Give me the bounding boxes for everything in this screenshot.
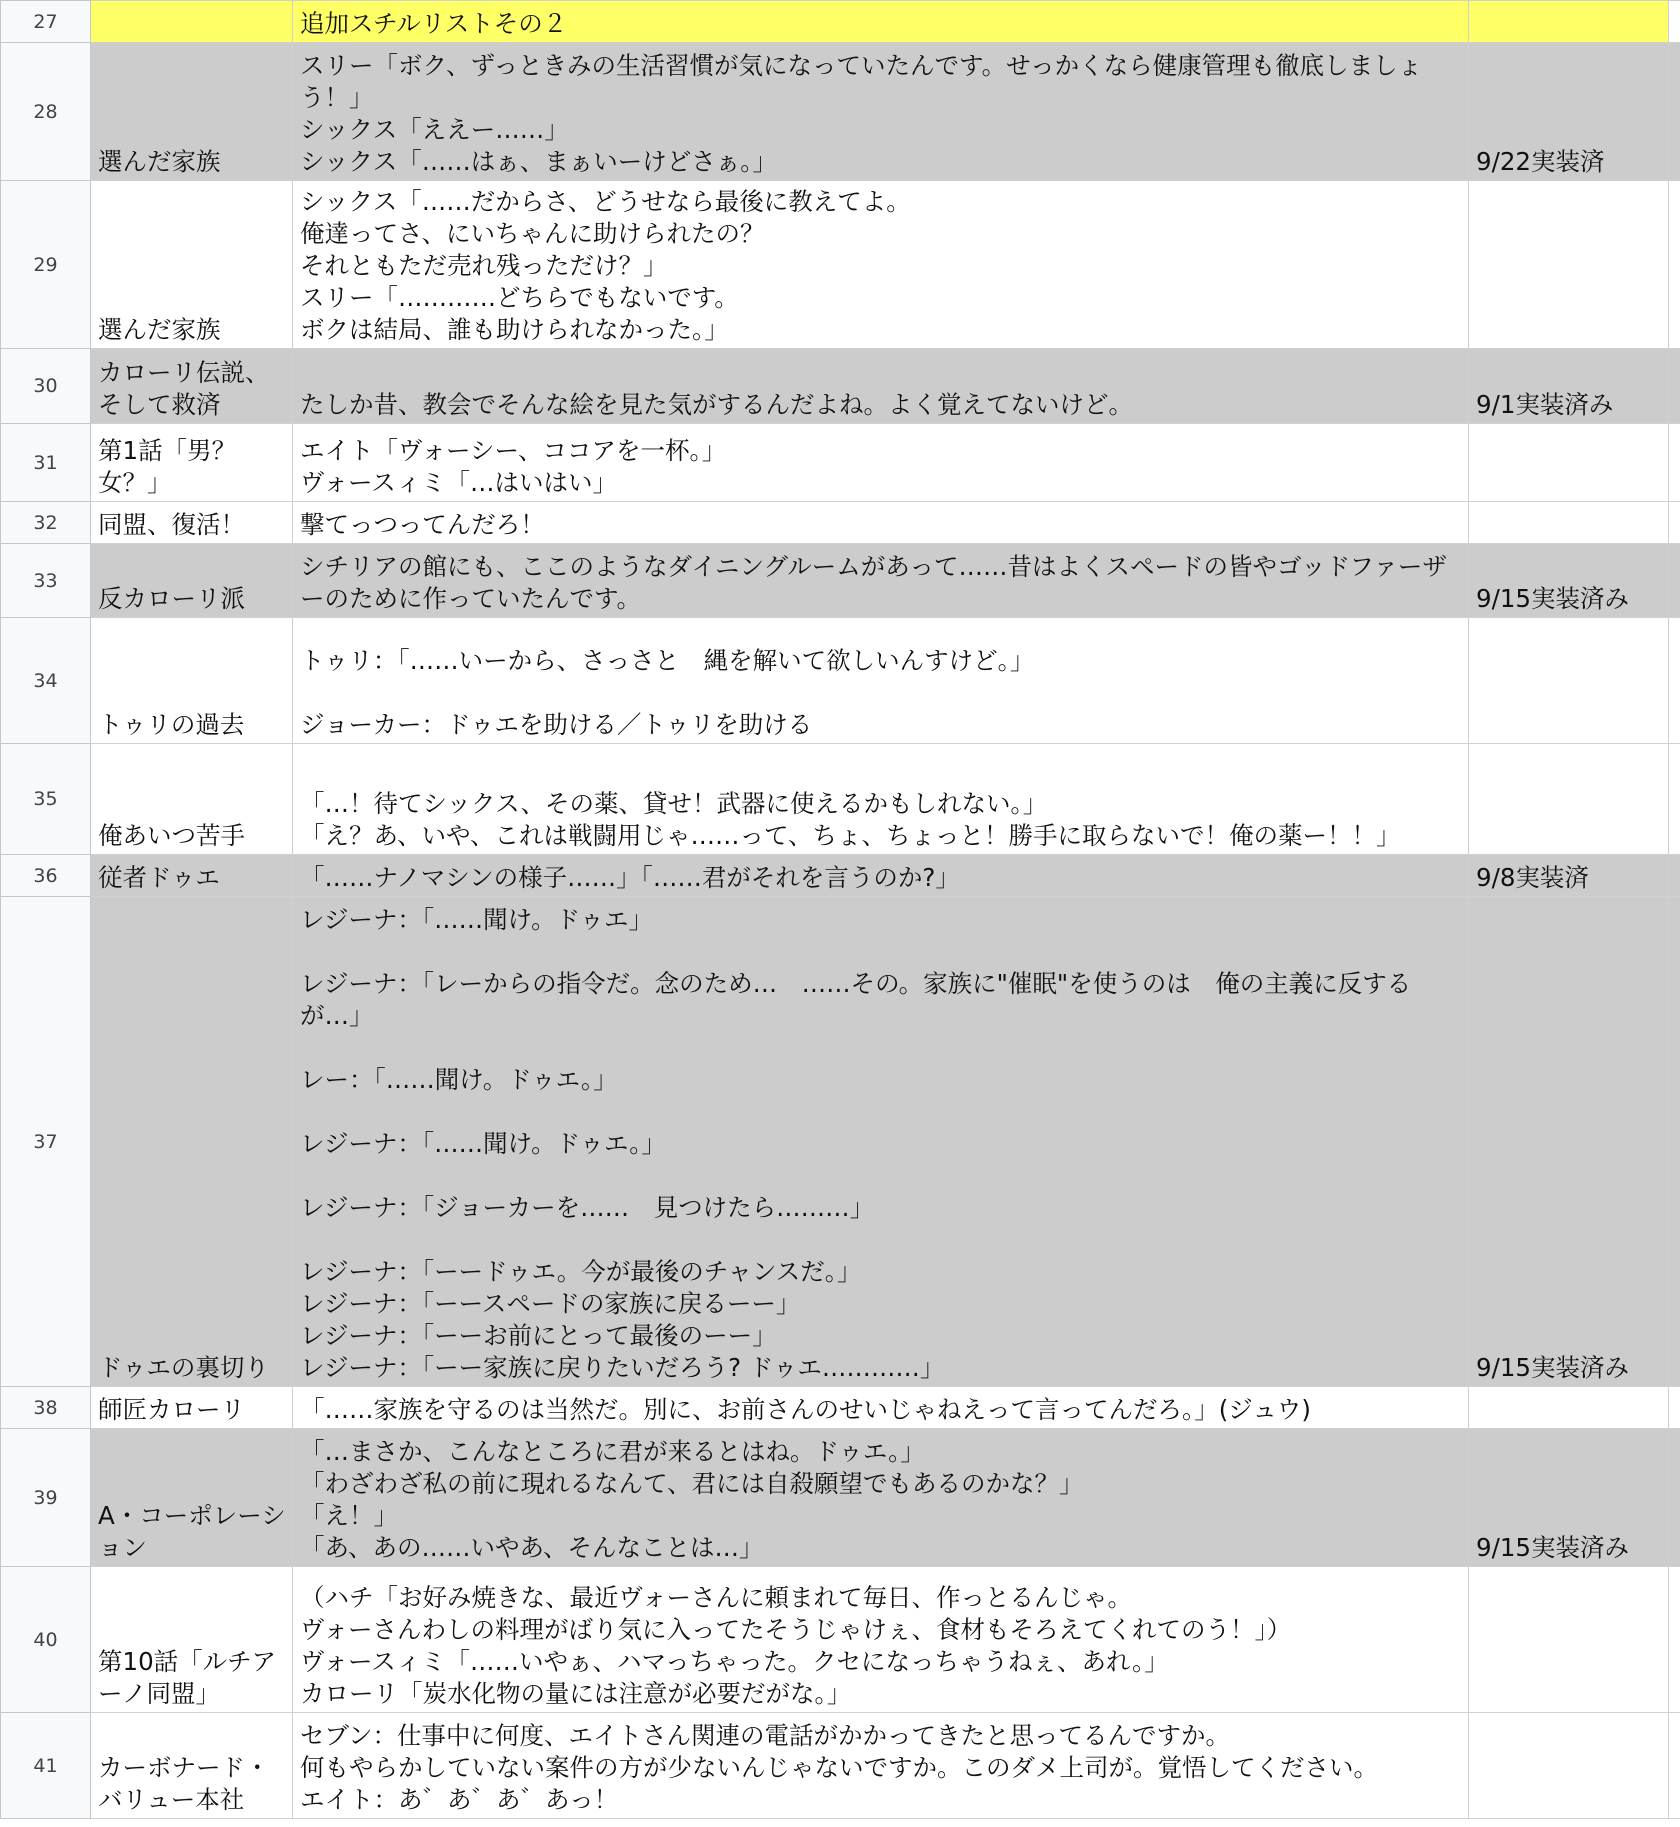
quote-cell[interactable]: 追加スチルリストその２ <box>293 1 1469 43</box>
status-cell[interactable]: 9/15実装済み <box>1469 897 1669 1387</box>
table-row <box>1 181 1680 349</box>
row-number[interactable]: 36 <box>1 855 91 897</box>
row-number[interactable]: 40 <box>1 1567 91 1713</box>
edge-cell[interactable] <box>1669 744 1680 855</box>
table-row <box>1 424 1680 502</box>
edge-cell[interactable] <box>1669 424 1680 502</box>
table-row <box>1 544 1680 618</box>
edge-cell[interactable] <box>1669 1429 1680 1567</box>
title-cell[interactable]: 第1話「男？女？」 <box>91 424 293 502</box>
quote-cell[interactable]: スリー「ボク、ずっときみの生活習慣が気になっていたんです。せっかくなら健康管理も徹底しましょう！」 シックス「ええー……」 シックス「……はぁ、まぁいーけどさぁ。」 <box>293 43 1469 181</box>
table-row <box>1 897 1680 1387</box>
title-cell[interactable] <box>91 1 293 43</box>
status-cell[interactable]: 9/15実装済み <box>1469 544 1669 618</box>
title-cell[interactable]: 選んだ家族 <box>91 181 293 349</box>
quote-cell[interactable]: シチリアの館にも、ここのようなダイニングルームがあって……昔はよくスペードの皆やゴッドファーザーのために作っていたんです。 <box>293 544 1469 618</box>
status-cell[interactable]: 9/8実装済 <box>1469 855 1669 897</box>
edge-cell[interactable] <box>1669 544 1680 618</box>
table-row <box>1 1 1680 43</box>
title-cell[interactable]: 選んだ家族 <box>91 43 293 181</box>
table-row <box>1 1429 1680 1567</box>
status-cell[interactable]: 9/1実装済み <box>1469 349 1669 424</box>
row-number[interactable]: 32 <box>1 502 91 544</box>
table-row <box>1 1713 1680 1819</box>
row-number[interactable]: 28 <box>1 43 91 181</box>
row-number[interactable]: 33 <box>1 544 91 618</box>
status-cell[interactable]: 9/22実装済 <box>1469 43 1669 181</box>
edge-cell[interactable] <box>1669 1567 1680 1713</box>
quote-cell[interactable]: トゥリ：「……いーから、さっさと 縄を解いて欲しいんすけど。」 ジョーカー：ドゥエを助ける／トゥリを助ける <box>293 618 1469 744</box>
table-row <box>1 1567 1680 1713</box>
grid-body <box>1 1 1680 1819</box>
quote-cell[interactable]: 撃てっつってんだろ！ <box>293 502 1469 544</box>
edge-cell[interactable] <box>1669 1387 1680 1429</box>
title-cell[interactable]: ドゥエの裏切り <box>91 897 293 1387</box>
table-row <box>1 618 1680 744</box>
edge-cell[interactable] <box>1669 855 1680 897</box>
title-cell[interactable]: 第10話「ルチアーノ同盟」 <box>91 1567 293 1713</box>
quote-cell[interactable]: シックス「……だからさ、どうせなら最後に教えてよ。 俺達ってさ、にいちゃんに助けられたの？ それともただ売れ残っただけ？」 スリー「…………どちらでもないです。 ボクは結局、誰も助けられなかった。」 <box>293 181 1469 349</box>
edge-cell[interactable] <box>1669 897 1680 1387</box>
quote-cell[interactable]: たしか昔、教会でそんな絵を見た気がするんだよね。よく覚えてないけど。 <box>293 349 1469 424</box>
table-row <box>1 502 1680 544</box>
row-number[interactable]: 29 <box>1 181 91 349</box>
status-cell[interactable] <box>1469 181 1669 349</box>
status-cell[interactable] <box>1469 1713 1669 1819</box>
quote-cell[interactable]: 「……ナノマシンの様子……」「……君がそれを言うのか?」 <box>293 855 1469 897</box>
table-row <box>1 1387 1680 1429</box>
title-cell[interactable]: 師匠カローリ <box>91 1387 293 1429</box>
title-cell[interactable]: A・コーポレーション <box>91 1429 293 1567</box>
quote-cell[interactable]: 「……家族を守るのは当然だ。別に、お前さんのせいじゃねえって言ってんだろ。」(ジュウ) <box>293 1387 1469 1429</box>
quote-cell[interactable]: 「…まさか、こんなところに君が来るとはね。ドゥエ。」 「わざわざ私の前に現れるなんて、君には自殺願望でもあるのかな？」 「え！」 「あ、あの……いやあ、そんなことは…」 <box>293 1429 1469 1567</box>
status-cell[interactable] <box>1469 424 1669 502</box>
title-cell[interactable]: 反カローリ派 <box>91 544 293 618</box>
title-cell[interactable]: カローリ伝説、そして救済 <box>91 349 293 424</box>
row-number[interactable]: 34 <box>1 618 91 744</box>
status-cell[interactable]: 9/15実装済み <box>1469 1429 1669 1567</box>
status-cell[interactable] <box>1469 1567 1669 1713</box>
title-cell[interactable]: 同盟、復活！ <box>91 502 293 544</box>
table-row <box>1 43 1680 181</box>
quote-cell[interactable]: （ハチ「お好み焼きな、最近ヴォーさんに頼まれて毎日、作っとるんじゃ。 ヴォーさんわしの料理がばり気に入ってたそうじゃけぇ、食材もそろえてくれてのう！」） ヴォースィミ「……いやぁ、ハマっちゃった。クセになっちゃうねぇ、あれ。」 カローリ「炭水化物の量には注意が必要だがな。」 <box>293 1567 1469 1713</box>
row-number[interactable]: 37 <box>1 897 91 1387</box>
status-cell[interactable] <box>1469 502 1669 544</box>
quote-cell[interactable]: エイト「ヴォーシー、ココアを一杯。」 ヴォースィミ「…はいはい」 <box>293 424 1469 502</box>
row-number[interactable]: 41 <box>1 1713 91 1819</box>
quote-cell[interactable]: 「…！待てシックス、その薬、貸せ！武器に使えるかもしれない。」 「え？あ、いや、これは戦闘用じゃ……って、ちょ、ちょっと！勝手に取らないで！俺の薬ー！！」 <box>293 744 1469 855</box>
edge-cell[interactable] <box>1669 181 1680 349</box>
row-number[interactable]: 31 <box>1 424 91 502</box>
row-number[interactable]: 35 <box>1 744 91 855</box>
edge-cell[interactable] <box>1669 502 1680 544</box>
status-cell[interactable] <box>1469 1 1669 43</box>
title-cell[interactable]: トゥリの過去 <box>91 618 293 744</box>
quote-cell[interactable]: レジーナ：「……聞け。ドゥエ」 レジーナ：「レーからの指令だ。念のため… ……その。家族に"催眠"を使うのは 俺の主義に反するが…」 レー：「……聞け。ドゥエ。」 レジーナ：「……聞け。ドゥエ。」 レジーナ：「ジョーカーを…… 見つけたら………」 レジーナ：「ーードゥエ。今が最後のチャンスだ。」 レジーナ：「ーースペードの家族に戻るーー」 レジーナ：「ーーお前にとって最後のーー」 レジーナ：「ーー家族に戻りたいだろう? ドゥエ…………」 <box>293 897 1469 1387</box>
status-cell[interactable] <box>1469 1387 1669 1429</box>
table-row <box>1 744 1680 855</box>
edge-cell[interactable] <box>1669 349 1680 424</box>
title-cell[interactable]: 従者ドゥエ <box>91 855 293 897</box>
row-number[interactable]: 27 <box>1 1 91 43</box>
status-cell[interactable] <box>1469 618 1669 744</box>
quote-cell[interactable]: セブン：仕事中に何度、エイトさん関連の電話がかかってきたと思ってるんですか。 何もやらかしていない案件の方が少ないんじゃないですか。このダメ上司が。覚悟してください。 エイト：あ゛あ゛あ゛あっ！ <box>293 1713 1469 1819</box>
row-number[interactable]: 38 <box>1 1387 91 1429</box>
table-row <box>1 349 1680 424</box>
edge-cell[interactable] <box>1669 43 1680 181</box>
status-cell[interactable] <box>1469 744 1669 855</box>
title-cell[interactable]: カーボナード・バリュー本社 <box>91 1713 293 1819</box>
row-number[interactable]: 39 <box>1 1429 91 1567</box>
title-cell[interactable]: 俺あいつ苦手 <box>91 744 293 855</box>
row-number[interactable]: 30 <box>1 349 91 424</box>
table-row <box>1 855 1680 897</box>
edge-cell[interactable] <box>1669 1 1680 43</box>
edge-cell[interactable] <box>1669 618 1680 744</box>
edge-cell[interactable] <box>1669 1713 1680 1819</box>
